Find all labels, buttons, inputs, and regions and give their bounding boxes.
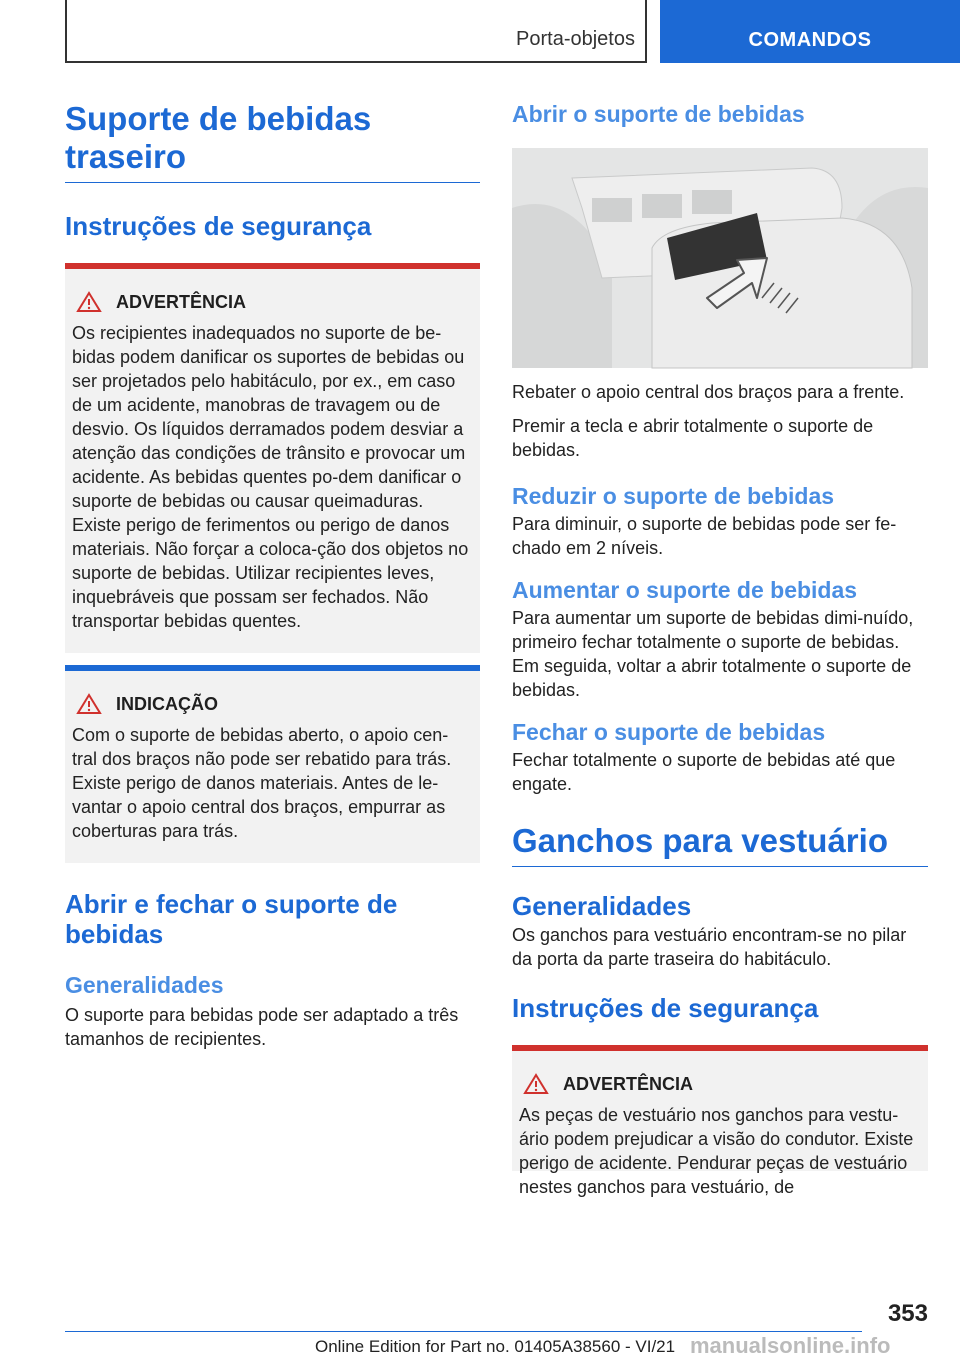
hooks-warning-title bbox=[519, 1073, 920, 1095]
open-close-heading: Abrir e fechar o suporte de bebidas bbox=[65, 889, 398, 949]
armrest-photo bbox=[512, 148, 928, 368]
armrest-illustration bbox=[512, 148, 928, 368]
hooks-general-heading: Generalidades bbox=[512, 891, 692, 921]
open-text-2: Premir a tecla e abrir totalmente o suporte de bebidas. bbox=[512, 416, 874, 460]
warning-triangle-icon bbox=[76, 291, 102, 313]
enlarge-text: Para aumentar um suporte de bebidas dimi-nuído, primeiro fechar totalmente o suporte de bebidas. Em seguida, voltar a abrir totalmente o suporte de bebidas. bbox=[512, 608, 914, 700]
left-column bbox=[65, 100, 480, 1051]
warning-text: Os recipientes inadequados no suporte de be-bidas podem danificar os suportes de bebidas ou ser projetados pelo habitáculo, por ex., em caso de um acidente, manobras de travagem ou de desvio. Os líquidos derramados podem desviar a atenção das condições de trânsito e provocar um acidente. As bebidas quentes po-dem danificar o suporte de bebidas ou causar queimaduras. Existe perigo de ferimentos ou perigo de danos materiais. Não forçar a coloca-ção dos objetos no suporte de bebidas. Utilizar recipientes leves, inquebráveis que possam ser fechados. Não transportar bebidas quentes. bbox=[72, 323, 469, 631]
right-column bbox=[512, 100, 928, 1197]
hooks-safety-heading: Instruções de segurança bbox=[512, 993, 819, 1023]
hooks-warning-text: As peças de vestuário nos ganchos para vestu-ário podem prejudicar a visão do condutor. Existe perigo de acidente. Pendurar peças de vestuário nestes ganchos para vestuário, de bbox=[519, 1105, 914, 1197]
footer-divider bbox=[65, 1331, 862, 1332]
header-section-title: Porta-objetos bbox=[516, 28, 635, 50]
note-title-text: INDICAÇÃO bbox=[116, 693, 218, 714]
reduce-heading: Reduzir o suporte de bebidas bbox=[512, 483, 835, 509]
header-tab-comandos[interactable]: COMANDOS bbox=[660, 0, 960, 63]
note-box bbox=[65, 665, 480, 863]
warning-title bbox=[72, 291, 472, 313]
hooks-title: Ganchos para vestuário bbox=[512, 822, 928, 867]
warning-box bbox=[65, 263, 480, 653]
reduce-text: Para diminuir, o suporte de bebidas pode ser fe-chado em 2 níveis. bbox=[512, 514, 897, 558]
footer-edition: Online Edition for Part no. 01405A38560 - VI/21 bbox=[315, 1337, 676, 1356]
watermark: manualsonline.info bbox=[690, 1333, 891, 1358]
hooks-general-text: Os ganchos para vestuário encontram-se no pilar da porta da parte traseira do habitáculo. bbox=[512, 925, 907, 969]
close-heading: Fechar o suporte de bebidas bbox=[512, 719, 826, 745]
safety-heading: Instruções de segurança bbox=[65, 211, 372, 241]
warning-title-text: ADVERTÊNCIA bbox=[116, 291, 247, 312]
hooks-warning-box bbox=[512, 1045, 928, 1197]
warning-triangle-icon bbox=[523, 1073, 549, 1095]
general-text: O suporte para bebidas pode ser adaptado a três tamanhos de recipientes. bbox=[65, 1005, 459, 1049]
warning-triangle-icon bbox=[76, 693, 102, 715]
page-number: 353 bbox=[887, 1300, 928, 1327]
enlarge-heading: Aumentar o suporte de bebidas bbox=[512, 577, 858, 603]
note-text: Com o suporte de bebidas aberto, o apoio cen-tral dos braços não pode ser rebatido para trás. Existe perigo de danos materiais. Antes de le-vantar o apoio central dos braços, empurrar as coberturas para trás. bbox=[72, 725, 452, 841]
note-title bbox=[72, 693, 472, 715]
open-heading: Abrir o suporte de bebidas bbox=[512, 101, 805, 127]
hooks-warning-title-text: ADVERTÊNCIA bbox=[563, 1073, 694, 1094]
open-text-1: Rebater o apoio central dos braços para a frente. bbox=[512, 382, 905, 402]
page-title: Suporte de bebidas traseiro bbox=[65, 100, 480, 183]
close-text: Fechar totalmente o suporte de bebidas até que engate. bbox=[512, 750, 896, 794]
general-heading: Generalidades bbox=[65, 972, 224, 998]
